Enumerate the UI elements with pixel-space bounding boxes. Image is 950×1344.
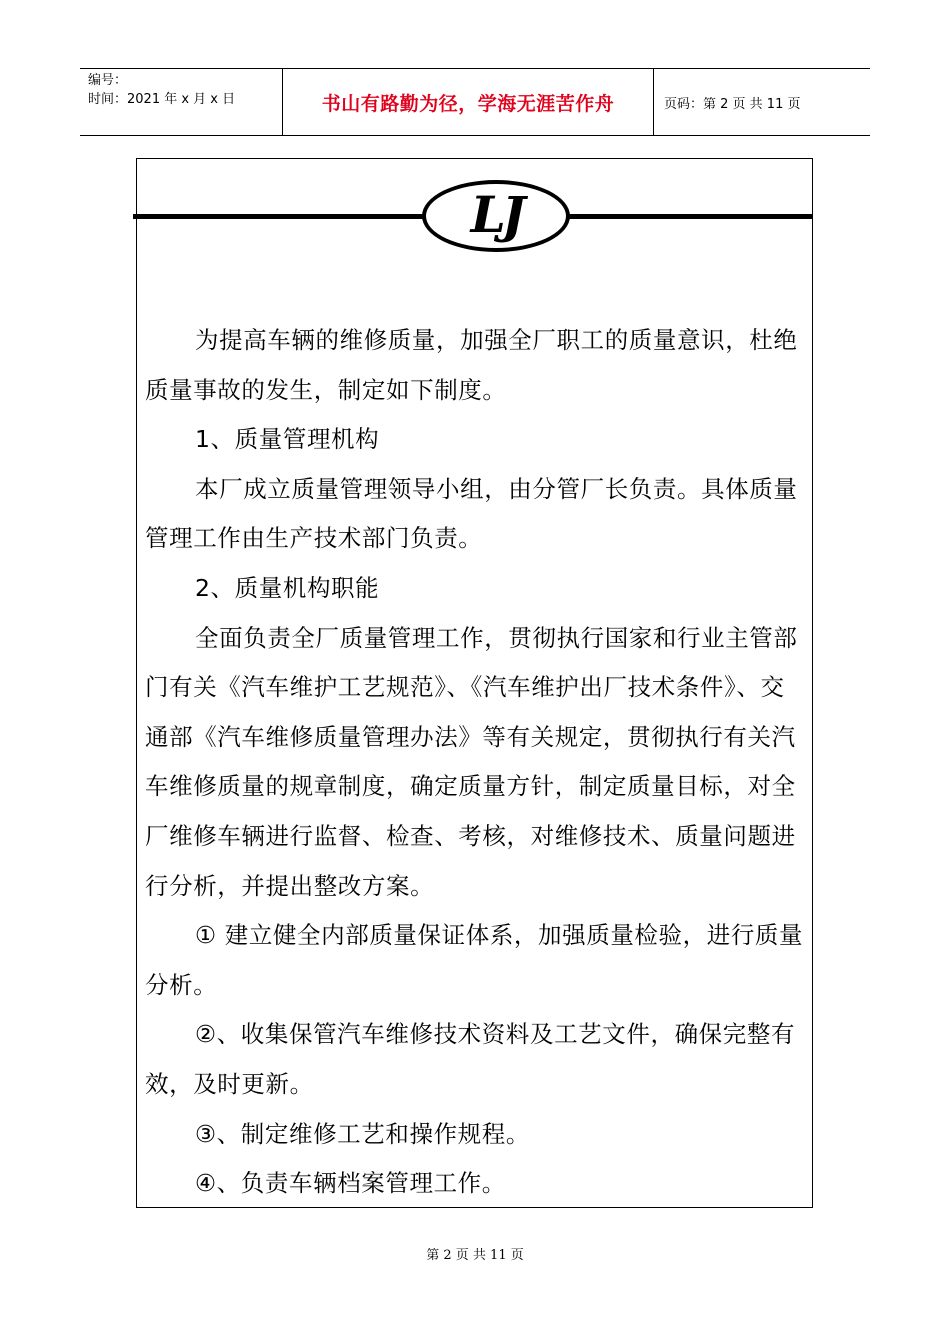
section-heading-2: 2、质量机构职能 (195, 573, 380, 602)
list-item-3: ③、制定维修工艺和操作规程。 (195, 1119, 530, 1148)
page-footer: 第 2 页 共 11 页 (426, 1248, 524, 1263)
list-item-2: ②、收集保管汽车维修技术资料及工艺文件，确保完整有效，及时更新。 (145, 1020, 796, 1098)
document-body (145, 316, 808, 1209)
motto-text: 书山有路勤为径，学海无涯苦作舟 (321, 92, 615, 115)
lj-logo (422, 180, 570, 252)
header-motto-cell (282, 69, 654, 135)
page-info: 页码：第 2 页 共 11 页 (664, 96, 801, 112)
logo-rule-left (133, 214, 423, 219)
time-label: 时间：2021 年 x 月 x 日 (88, 92, 236, 107)
paragraph-intro: 为提高车辆的维修质量，加强全厂职工的质量意识，杜绝质量事故的发生，制定如下制度。 (145, 326, 798, 404)
paragraph-duties: 全面负责全厂质量管理工作，贯彻执行国家和行业主管部门有关《汽车维护工艺规范》、《汽车维护出厂技术条件》、交通部《汽车维修质量管理办法》等有关规定，贯彻执行有关汽车维修质量的规章制度，确定质量方针，制定质量目标，对全厂维修车辆进行监督、检查、考核，对维修技术、质量问题进行分析，并提出整改方案。 (145, 623, 798, 900)
logo-text: LJ (470, 184, 522, 244)
header-table (80, 68, 870, 136)
header-page-cell (654, 69, 870, 135)
section-heading-1: 1、质量管理机构 (195, 425, 380, 454)
paragraph-org: 本厂成立质量管理领导小组，由分管厂长负责。具体质量管理工作由生产技术部门负责。 (145, 474, 798, 553)
list-item-1: ① 建立健全内部质量保证体系，加强质量检验，进行质量分析。 (145, 921, 804, 999)
list-item-4: ④、负责车辆档案管理工作。 (195, 1169, 506, 1198)
header-meta-cell (80, 69, 282, 135)
number-label: 编号： (88, 73, 128, 88)
logo-rule-right (568, 214, 813, 219)
